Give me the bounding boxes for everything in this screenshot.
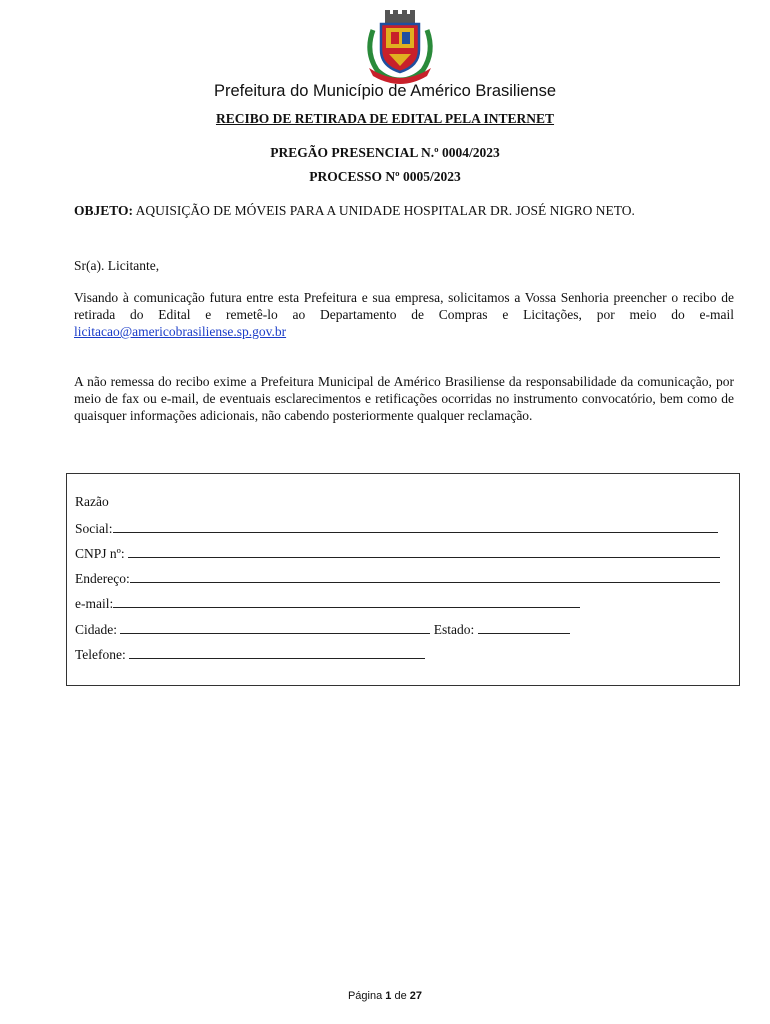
cidade-estado-field[interactable]	[75, 620, 570, 638]
paragraph-request-text: Visando à comunicação futura entre esta Prefeitura e sua empresa, solicitamos a Vossa Senhoria preencher o recibo de retirada do Edital e remetê-lo ao Departamento de Compras e Licitações, por meio do e-mail	[74, 290, 734, 322]
paragraph-disclaimer: A não remessa do recibo exime a Prefeitura Municipal de Américo Brasiliense da responsabilidade da comunicação, por meio de fax ou e-mail, de eventuais esclarecimentos e retificações ocorridas no instrumento convocatório, bem como de quaisquer informações adicionais, não cabendo posteriormente qualquer reclamação.	[74, 374, 734, 423]
estado-label: Estado:	[433, 622, 475, 637]
telefone-label: Telefone:	[75, 647, 126, 662]
municipality-title: Prefeitura do Município de Américo Brasiliense	[213, 82, 557, 100]
cnpj-label: CNPJ nº:	[75, 546, 125, 561]
receipt-form	[66, 473, 740, 686]
receipt-title: RECIBO DE RETIRADA DE EDITAL PELA INTERNET	[215, 111, 555, 126]
page-current: 1	[385, 990, 392, 1002]
endereco-label: Endereço:	[75, 571, 130, 586]
social-label: Social:	[75, 521, 113, 536]
processo-number: PROCESSO Nº 0005/2023	[309, 169, 461, 184]
email-label: e-mail:	[75, 596, 114, 611]
email-field[interactable]	[75, 594, 580, 612]
cnpj-field[interactable]	[75, 544, 720, 562]
cidade-blank[interactable]	[120, 620, 430, 634]
endereco-blank[interactable]	[130, 569, 720, 583]
objeto-label: OBJETO:	[74, 203, 134, 218]
endereco-field[interactable]	[75, 569, 720, 587]
razao-social-field[interactable]	[75, 519, 718, 537]
estado-blank[interactable]	[478, 620, 570, 634]
page-footer	[0, 990, 770, 1002]
page-de: de	[394, 990, 407, 1002]
page-total: 27	[409, 990, 423, 1002]
page-word: Página	[347, 990, 383, 1002]
cidade-label: Cidade:	[75, 622, 117, 637]
cnpj-blank[interactable]	[128, 544, 720, 558]
telefone-field[interactable]	[75, 645, 425, 663]
pregao-number: PREGÃO PRESENCIAL N.º 0004/2023	[270, 145, 500, 160]
email-blank[interactable]	[113, 594, 580, 608]
telefone-blank[interactable]	[129, 645, 425, 659]
paragraph-request	[74, 289, 734, 340]
objeto-line	[74, 203, 635, 219]
email-link[interactable]: licitacao@americobrasiliense.sp.gov.br	[74, 324, 287, 339]
razao-label: Razão	[75, 494, 109, 509]
coat-of-arms-logo	[361, 10, 439, 86]
salutation: Sr(a). Licitante,	[74, 258, 160, 273]
objeto-text: AQUISIÇÃO DE MÓVEIS PARA A UNIDADE HOSPITALAR DR. JOSÉ NIGRO NETO.	[133, 203, 635, 218]
razao-social-blank[interactable]	[113, 519, 718, 533]
